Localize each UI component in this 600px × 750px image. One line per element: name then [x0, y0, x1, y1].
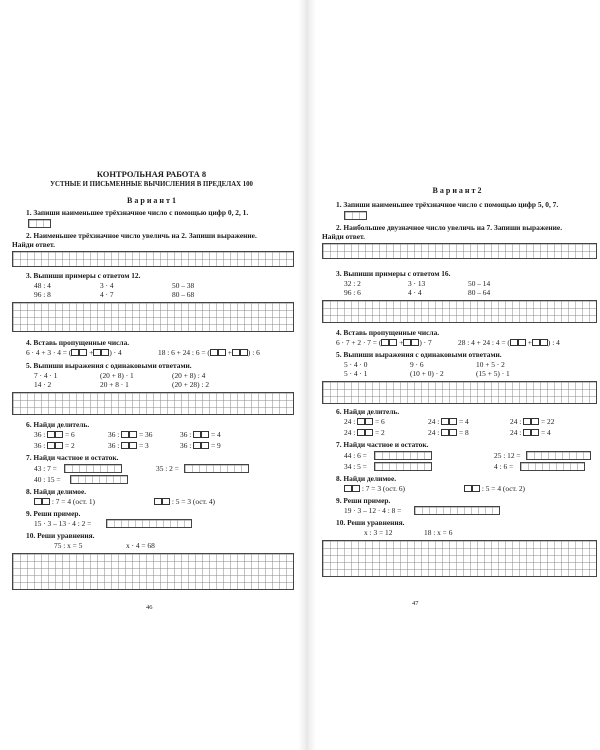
task-9-answer-cells[interactable]	[414, 506, 500, 515]
task-1-text: 1. Запиши наименьшее трёхзначное число с помощью цифр 0, 2, 1.	[26, 208, 249, 217]
task-9-example: 19 · 3 – 12 · 4 : 8 =	[344, 506, 402, 515]
task-4-text: 4. Вставь пропущенные числа.	[336, 328, 440, 337]
missing-number-box[interactable]	[403, 339, 411, 346]
book-gutter	[298, 0, 316, 750]
task-5-text: 5. Выпиши выражения с одинаковыми ответами.	[26, 361, 192, 370]
task-10-equation: 75 : x = 5	[54, 541, 83, 550]
task-10-text: 10. Реши уравнения.	[336, 518, 405, 527]
task-5-expression: (15 + 5) · 1	[476, 369, 510, 378]
missing-number-box[interactable]	[532, 339, 540, 346]
missing-number-box[interactable]	[523, 418, 531, 425]
missing-number-box[interactable]	[531, 418, 539, 425]
task-5-expression: 9 · 6	[410, 360, 424, 369]
task-5-expression: 5 · 4 · 0	[344, 360, 368, 369]
task-4-text: 4. Вставь пропущенные числа.	[26, 338, 130, 347]
missing-number-box[interactable]	[154, 498, 162, 505]
task-7-item: 25 : 12 =	[494, 451, 521, 460]
task-8-item: : 7 = 3 (ост. 6)	[344, 484, 405, 493]
task-6-item: 24 : = 4	[510, 428, 551, 437]
missing-number-box[interactable]	[129, 442, 137, 449]
missing-number-box[interactable]	[389, 339, 397, 346]
missing-number-box[interactable]	[357, 418, 365, 425]
missing-number-box[interactable]	[79, 349, 87, 356]
missing-number-box[interactable]	[365, 429, 373, 436]
task-3-example: 4 · 7	[100, 290, 114, 299]
task-5-expression: 14 · 2	[34, 380, 52, 389]
missing-number-box[interactable]	[531, 429, 539, 436]
task-2-text-cont: Найди ответ.	[322, 232, 365, 241]
task-8-item: : 5 = 3 (ост. 4)	[154, 497, 215, 506]
task-7-item: 4 : 6 =	[494, 462, 514, 471]
task-10-answer-grid[interactable]	[12, 553, 294, 590]
task-3-example: 80 – 68	[172, 290, 195, 299]
task-7-item: 35 : 2 =	[156, 464, 179, 473]
task-3-example: 4 · 4	[408, 288, 422, 297]
missing-number-box[interactable]	[441, 429, 449, 436]
task-3-example: 48 : 4	[34, 281, 51, 290]
missing-number-box[interactable]	[42, 498, 50, 505]
task-5-expression: (10 + 0) · 2	[410, 369, 444, 378]
task-3-example: 3 · 13	[408, 279, 426, 288]
missing-number-box[interactable]	[365, 418, 373, 425]
missing-number-box[interactable]	[34, 498, 42, 505]
task-3-example: 80 – 64	[468, 288, 491, 297]
page-number: 47	[412, 600, 419, 607]
missing-number-box[interactable]	[510, 339, 518, 346]
missing-number-box[interactable]	[193, 442, 201, 449]
page-number: 46	[146, 604, 153, 611]
missing-number-box[interactable]	[218, 349, 226, 356]
missing-number-box[interactable]	[381, 339, 389, 346]
task-6-item: 24 : = 22	[510, 417, 555, 426]
missing-number-box[interactable]	[93, 349, 101, 356]
task-6-item: 36 : = 4	[180, 430, 221, 439]
task-7-answer-cells[interactable]	[184, 464, 249, 473]
task-8-text: 8. Найди делимое.	[26, 487, 87, 496]
missing-number-box[interactable]	[240, 349, 248, 356]
task-10-answer-grid[interactable]	[322, 540, 597, 577]
missing-number-box[interactable]	[441, 418, 449, 425]
task-7-item: 43 : 7 =	[34, 464, 57, 473]
task-3-answer-grid[interactable]	[322, 300, 597, 323]
missing-number-box[interactable]	[523, 429, 531, 436]
task-5-expression: 20 + 8 · 1	[100, 380, 129, 389]
missing-number-box[interactable]	[201, 442, 209, 449]
missing-number-box[interactable]	[129, 431, 137, 438]
variant-heading: В а р и а н т 2	[432, 186, 482, 195]
missing-number-box[interactable]	[449, 418, 457, 425]
task-7-answer-cells[interactable]	[520, 462, 585, 471]
task-4-equation-a: 6 · 7 + 2 · 7 = ( + ) · 7	[336, 338, 432, 347]
task-4-equation-b: 18 : 6 + 24 : 6 = ( + ) : 6	[158, 348, 260, 357]
task-5-answer-grid[interactable]	[12, 392, 294, 415]
task-5-answer-grid[interactable]	[322, 381, 597, 404]
missing-number-box[interactable]	[47, 442, 55, 449]
worksheet-subtitle: УСТНЫЕ И ПИСЬМЕННЫЕ ВЫЧИСЛЕНИЯ В ПРЕДЕЛАХ 100	[50, 181, 253, 188]
task-10-equation: x · 4 = 68	[126, 541, 155, 550]
missing-number-box[interactable]	[518, 339, 526, 346]
task-3-answer-grid[interactable]	[12, 302, 294, 332]
task-7-item: 34 : 5 =	[344, 462, 367, 471]
task-6-item: 36 : = 9	[180, 441, 221, 450]
task-7-answer-cells[interactable]	[64, 464, 122, 473]
missing-number-box[interactable]	[121, 442, 129, 449]
task-9-text: 9. Реши пример.	[26, 509, 81, 518]
missing-number-box[interactable]	[193, 431, 201, 438]
task-9-example: 15 · 3 – 13 · 4 : 2 =	[34, 519, 92, 528]
task-10-text: 10. Реши уравнения.	[26, 531, 95, 540]
task-7-answer-cells[interactable]	[374, 451, 432, 460]
worksheet-title: КОНТРОЛЬНАЯ РАБОТА 8	[96, 169, 207, 179]
missing-number-box[interactable]	[472, 485, 480, 492]
task-5-expression: 10 + 5 · 2	[476, 360, 505, 369]
task-5-expression: (20 + 28) : 2	[172, 380, 210, 389]
task-7-answer-cells[interactable]	[526, 451, 591, 460]
task-6-item: 24 : = 2	[344, 428, 385, 437]
missing-number-box[interactable]	[71, 349, 79, 356]
task-6-text: 6. Найди делитель.	[26, 420, 90, 429]
task-4-equation-a: 6 · 4 + 3 · 4 = ( + ) · 4	[26, 348, 122, 357]
missing-number-box[interactable]	[352, 485, 360, 492]
task-5-expression: (20 + 8) : 4	[172, 371, 206, 380]
task-10-equation: x : 3 = 12	[364, 528, 393, 537]
task-1-answer-cells[interactable]	[28, 219, 51, 228]
missing-number-box[interactable]	[357, 429, 365, 436]
task-5-expression: 7 · 4 · 1	[34, 371, 58, 380]
missing-number-box[interactable]	[201, 431, 209, 438]
missing-number-box[interactable]	[210, 349, 218, 356]
task-8-item: : 7 = 4 (ост. 1)	[34, 497, 95, 506]
task-3-text: 3. Выпиши примеры с ответом 12.	[26, 271, 141, 280]
missing-number-box[interactable]	[47, 431, 55, 438]
task-7-item: 40 : 15 =	[34, 475, 61, 484]
task-2-text: 2. Наибольшее двузначное число увеличь на 7. Запиши выражение.	[336, 223, 563, 232]
task-7-text: 7. Найди частное и остаток.	[26, 453, 119, 462]
task-7-answer-cells[interactable]	[70, 475, 128, 484]
task-6-item: 36 : = 3	[108, 441, 149, 450]
missing-number-box[interactable]	[449, 429, 457, 436]
task-3-text: 3. Выпиши примеры с ответом 16.	[336, 269, 451, 278]
task-6-item: 36 : = 36	[108, 430, 153, 439]
task-3-example: 32 : 2	[344, 279, 361, 288]
task-6-item: 24 : = 6	[344, 417, 385, 426]
task-2-answer-grid[interactable]	[12, 251, 294, 267]
missing-number-box[interactable]	[162, 498, 170, 505]
task-6-item: 36 : = 6	[34, 430, 75, 439]
missing-number-box[interactable]	[55, 431, 63, 438]
task-5-text: 5. Выпиши выражения с одинаковыми ответами.	[336, 350, 502, 359]
task-8-item: : 5 = 4 (ост. 2)	[464, 484, 525, 493]
task-3-example: 50 – 38	[172, 281, 195, 290]
task-3-example: 96 : 6	[344, 288, 361, 297]
task-4-equation-b: 28 : 4 + 24 : 4 = ( + ) : 4	[458, 338, 560, 347]
missing-number-box[interactable]	[232, 349, 240, 356]
task-5-expression: 5 · 4 · 1	[344, 369, 368, 378]
task-7-text: 7. Найди частное и остаток.	[336, 440, 429, 449]
task-6-item: 24 : = 8	[428, 428, 469, 437]
task-7-item: 44 : 6 =	[344, 451, 367, 460]
task-7-answer-cells[interactable]	[374, 462, 432, 471]
task-2-text: 2. Наименьшее трёхзначное число увеличь на 2. Запиши выражение.	[26, 231, 257, 240]
task-6-item: 24 : = 4	[428, 417, 469, 426]
task-1-answer-cells[interactable]	[344, 211, 367, 220]
missing-number-box[interactable]	[121, 431, 129, 438]
missing-number-box[interactable]	[540, 339, 548, 346]
task-9-text: 9. Реши пример.	[336, 496, 391, 505]
missing-number-box[interactable]	[464, 485, 472, 492]
task-3-example: 96 : 8	[34, 290, 51, 299]
missing-number-box[interactable]	[344, 485, 352, 492]
missing-number-box[interactable]	[55, 442, 63, 449]
task-2-text-cont: Найди ответ.	[12, 240, 55, 249]
task-3-example: 50 – 14	[468, 279, 491, 288]
task-6-item: 36 : = 2	[34, 441, 75, 450]
task-2-answer-grid[interactable]	[322, 243, 597, 259]
task-10-equation: 18 : x = 6	[424, 528, 453, 537]
task-6-text: 6. Найди делитель.	[336, 407, 400, 416]
task-8-text: 8. Найди делимое.	[336, 474, 397, 483]
task-1-text: 1. Запиши наименьшее трёхзначное число с помощью цифр 5, 0, 7.	[336, 200, 559, 209]
task-3-example: 3 · 4	[100, 281, 114, 290]
task-9-answer-cells[interactable]	[106, 519, 192, 528]
variant-heading: В а р и а н т 1	[127, 196, 176, 205]
task-5-expression: (20 + 8) · 1	[100, 371, 134, 380]
